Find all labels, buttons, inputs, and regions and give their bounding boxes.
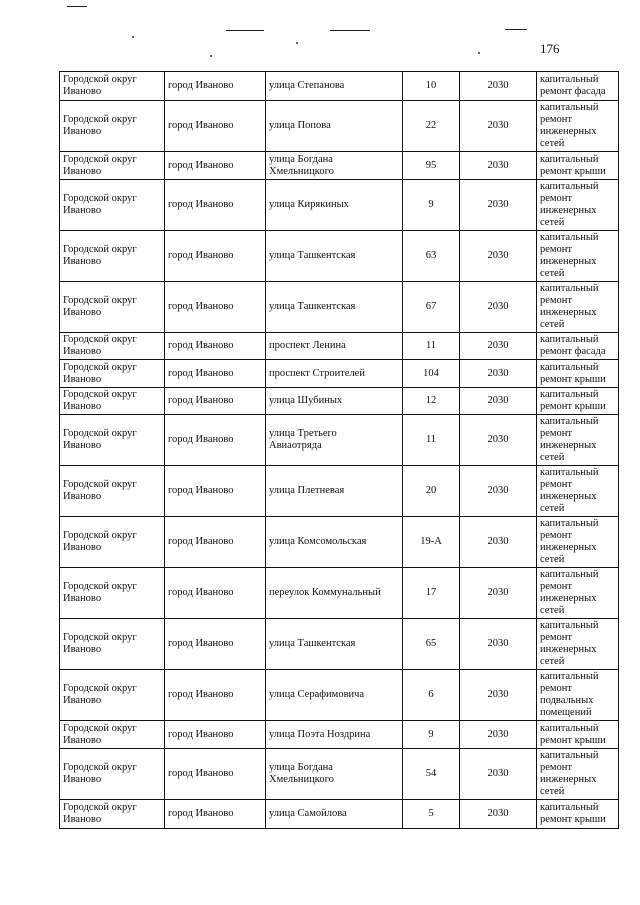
table-row	[60, 72, 619, 101]
house-number-cell	[403, 670, 460, 721]
municipality-cell-text: Городской округ Иваново	[63, 581, 137, 604]
work-type-cell	[537, 101, 619, 152]
work-type-cell-text: капитальный ремонт крыши	[540, 153, 606, 177]
city-cell	[165, 670, 266, 721]
house-number-cell-text: 104	[423, 367, 439, 379]
table-row	[60, 282, 619, 333]
year-cell	[460, 333, 537, 360]
city-cell-text: город Иваново	[168, 434, 234, 445]
work-type-cell-text: капитальный ремонт фасада	[540, 74, 606, 97]
year-cell	[460, 152, 537, 180]
street-cell-text: проспект Ленина	[269, 340, 346, 351]
house-number-cell-text: 5	[428, 808, 434, 819]
city-cell	[165, 180, 266, 231]
house-number-cell	[403, 72, 460, 101]
year-cell-text: 2030	[487, 340, 509, 351]
municipality-cell-text: Городской округ Иваново	[63, 802, 137, 825]
scan-mark	[67, 6, 87, 7]
year-cell-text: 2030	[487, 159, 509, 171]
city-cell-text: город Иваново	[168, 159, 234, 171]
municipality-cell-text: Городской округ Иваново	[63, 530, 137, 553]
city-cell	[165, 101, 266, 152]
city-cell-text: город Иваново	[168, 367, 234, 379]
city-cell-text: город Иваново	[168, 120, 234, 131]
municipality-cell	[60, 388, 165, 415]
page-number: 176	[540, 41, 560, 56]
municipality-cell	[60, 517, 165, 568]
house-number-cell-text: 19-А	[420, 536, 442, 547]
year-cell-text: 2030	[487, 434, 509, 445]
work-type-cell-text: капитальный ремонт инженерных сетей	[540, 750, 599, 797]
municipality-cell-text: Городской округ Иваново	[63, 244, 137, 267]
street-cell-text: улица Степанова	[269, 80, 345, 91]
street-cell-text: улица Богдана Хмельницкого	[269, 153, 334, 177]
street-cell-text: улица Ташкентская	[269, 301, 356, 312]
year-cell	[460, 101, 537, 152]
municipality-cell	[60, 152, 165, 180]
house-number-cell	[403, 466, 460, 517]
municipality-cell	[60, 333, 165, 360]
scan-dot	[210, 55, 212, 57]
work-type-cell	[537, 72, 619, 101]
street-cell	[266, 466, 403, 517]
year-cell	[460, 360, 537, 388]
house-number-cell	[403, 282, 460, 333]
city-cell	[165, 152, 266, 180]
year-cell-text: 2030	[487, 638, 509, 649]
street-cell	[266, 670, 403, 721]
table-row	[60, 466, 619, 517]
house-number-cell	[403, 360, 460, 388]
city-cell-text: город Иваново	[168, 485, 234, 496]
city-cell	[165, 749, 266, 800]
street-cell-text: переулок Коммунальный	[269, 587, 381, 598]
work-type-cell-text: капитальный ремонт инженерных сетей	[540, 283, 599, 330]
work-type-cell-text: капитальный ремонт крыши	[540, 722, 606, 746]
street-cell-text: улица Шубиных	[269, 395, 343, 406]
municipality-cell	[60, 231, 165, 282]
registry-body	[60, 72, 619, 829]
house-number-cell-text: 65	[425, 638, 437, 649]
municipality-cell-text: Городской округ Иваново	[63, 479, 137, 502]
municipality-cell-text: Городской округ Иваново	[63, 295, 137, 318]
municipality-cell-text: Городской округ Иваново	[63, 762, 137, 785]
scan-mark	[226, 30, 264, 31]
municipality-cell	[60, 749, 165, 800]
work-type-cell-text: капитальный ремонт инженерных сетей	[540, 467, 599, 514]
street-cell	[266, 568, 403, 619]
year-cell	[460, 466, 537, 517]
municipality-cell-text: Городской округ Иваново	[63, 632, 137, 655]
house-number-cell	[403, 415, 460, 466]
city-cell	[165, 388, 266, 415]
street-cell	[266, 415, 403, 466]
house-number-cell	[403, 101, 460, 152]
year-cell	[460, 180, 537, 231]
year-cell-text: 2030	[487, 199, 509, 210]
year-cell	[460, 749, 537, 800]
table-row	[60, 152, 619, 180]
street-cell	[266, 101, 403, 152]
work-type-cell-text: капитальный ремонт крыши	[540, 389, 606, 412]
year-cell-text: 2030	[487, 80, 509, 91]
city-cell-text: город Иваново	[168, 80, 234, 91]
city-cell-text: город Иваново	[168, 689, 234, 700]
street-cell	[266, 333, 403, 360]
work-type-cell	[537, 721, 619, 749]
scan-mark	[505, 29, 527, 30]
table-row	[60, 800, 619, 829]
municipality-cell-text: Городской округ Иваново	[63, 361, 137, 385]
work-type-cell-text: капитальный ремонт крыши	[540, 802, 606, 825]
year-cell-text: 2030	[487, 587, 509, 598]
table-row	[60, 619, 619, 670]
city-cell-text: город Иваново	[168, 587, 234, 598]
work-type-cell-text: капитальный ремонт инженерных сетей	[540, 518, 599, 565]
municipality-cell	[60, 670, 165, 721]
city-cell	[165, 568, 266, 619]
table-row	[60, 101, 619, 152]
city-cell-text: город Иваново	[168, 728, 234, 740]
house-number-cell-text: 12	[425, 395, 437, 406]
street-cell	[266, 619, 403, 670]
work-type-cell-text: капитальный ремонт фасада	[540, 334, 606, 357]
municipality-cell-text: Городской округ Иваново	[63, 389, 137, 412]
registry-table	[59, 71, 619, 829]
street-cell-text: улица Комсомольская	[269, 536, 367, 547]
work-type-cell	[537, 282, 619, 333]
work-type-cell	[537, 415, 619, 466]
house-number-cell	[403, 388, 460, 415]
year-cell-text: 2030	[487, 120, 509, 131]
street-cell-text: улица Ташкентская	[269, 250, 356, 261]
work-type-cell	[537, 333, 619, 360]
city-cell-text: город Иваново	[168, 340, 234, 351]
work-type-cell	[537, 749, 619, 800]
street-cell	[266, 231, 403, 282]
municipality-cell-text: Городской округ Иваново	[63, 153, 137, 177]
house-number-cell	[403, 333, 460, 360]
municipality-cell	[60, 619, 165, 670]
house-number-cell-text: 54	[425, 768, 437, 779]
year-cell	[460, 72, 537, 101]
work-type-cell	[537, 466, 619, 517]
house-number-cell-text: 11	[425, 340, 437, 351]
city-cell	[165, 415, 266, 466]
street-cell	[266, 388, 403, 415]
city-cell	[165, 619, 266, 670]
work-type-cell-text: капитальный ремонт инженерных сетей	[540, 232, 599, 279]
work-type-cell	[537, 670, 619, 721]
street-cell	[266, 152, 403, 180]
house-number-cell-text: 17	[425, 587, 437, 598]
year-cell-text: 2030	[487, 728, 509, 740]
work-type-cell	[537, 152, 619, 180]
year-cell	[460, 568, 537, 619]
street-cell	[266, 721, 403, 749]
table-row	[60, 749, 619, 800]
year-cell	[460, 721, 537, 749]
table-row	[60, 333, 619, 360]
city-cell	[165, 721, 266, 749]
year-cell-text: 2030	[487, 395, 509, 406]
city-cell-text: город Иваново	[168, 536, 234, 547]
table-row	[60, 415, 619, 466]
scan-dot	[132, 36, 134, 38]
house-number-cell	[403, 619, 460, 670]
street-cell-text: улица Кирякиных	[269, 199, 349, 210]
work-type-cell-text: капитальный ремонт инженерных сетей	[540, 416, 599, 463]
street-cell-text: улица Попова	[269, 120, 331, 131]
municipality-cell-text: Городской округ Иваново	[63, 74, 137, 97]
street-cell	[266, 282, 403, 333]
year-cell	[460, 517, 537, 568]
year-cell-text: 2030	[487, 808, 509, 819]
city-cell	[165, 360, 266, 388]
street-cell	[266, 72, 403, 101]
street-cell-text: улица Ташкентская	[269, 638, 356, 649]
municipality-cell	[60, 101, 165, 152]
municipality-cell	[60, 568, 165, 619]
scan-dot	[296, 42, 298, 44]
year-cell-text: 2030	[487, 536, 509, 547]
house-number-cell-text: 63	[425, 250, 437, 261]
city-cell-text: город Иваново	[168, 199, 234, 210]
house-number-cell	[403, 721, 460, 749]
municipality-cell-text: Городской округ Иваново	[63, 334, 137, 357]
table-row	[60, 721, 619, 749]
year-cell	[460, 415, 537, 466]
city-cell-text: город Иваново	[168, 250, 234, 261]
municipality-cell	[60, 415, 165, 466]
municipality-cell	[60, 72, 165, 101]
street-cell-text: проспект Строителей	[269, 367, 365, 379]
house-number-cell-text: 9	[428, 728, 434, 740]
work-type-cell	[537, 619, 619, 670]
year-cell	[460, 670, 537, 721]
table-row	[60, 568, 619, 619]
table-row	[60, 517, 619, 568]
city-cell	[165, 231, 266, 282]
city-cell-text: город Иваново	[168, 301, 234, 312]
year-cell	[460, 388, 537, 415]
work-type-cell-text: капитальный ремонт крыши	[540, 361, 606, 385]
house-number-cell-text: 20	[425, 485, 437, 496]
work-type-cell	[537, 180, 619, 231]
year-cell-text: 2030	[487, 367, 509, 379]
municipality-cell-text: Городской округ Иваново	[63, 722, 137, 746]
house-number-cell-text: 22	[425, 120, 437, 131]
house-number-cell	[403, 152, 460, 180]
house-number-cell-text: 6	[428, 689, 434, 700]
street-cell	[266, 360, 403, 388]
city-cell	[165, 800, 266, 829]
municipality-cell-text: Городской округ Иваново	[63, 428, 137, 451]
work-type-cell-text: капитальный ремонт подвальных помещений	[540, 671, 599, 718]
year-cell-text: 2030	[487, 768, 509, 779]
street-cell	[266, 180, 403, 231]
municipality-cell-text: Городской округ Иваново	[63, 193, 137, 216]
house-number-cell	[403, 568, 460, 619]
house-number-cell-text: 67	[425, 301, 437, 312]
street-cell-text: улица Поэта Ноздрина	[269, 728, 371, 740]
scan-dot	[478, 52, 480, 54]
house-number-cell-text: 95	[425, 159, 437, 171]
table-row	[60, 388, 619, 415]
municipality-cell	[60, 721, 165, 749]
street-cell-text: улица Серафимовича	[269, 689, 365, 700]
scan-mark	[330, 30, 370, 31]
year-cell-text: 2030	[487, 250, 509, 261]
city-cell	[165, 72, 266, 101]
house-number-cell	[403, 749, 460, 800]
city-cell-text: город Иваново	[168, 638, 234, 649]
house-number-cell-text: 10	[425, 80, 437, 91]
city-cell	[165, 466, 266, 517]
street-cell	[266, 749, 403, 800]
municipality-cell-text: Городской округ Иваново	[63, 114, 137, 137]
work-type-cell-text: капитальный ремонт инженерных сетей	[540, 620, 599, 667]
year-cell-text: 2030	[487, 485, 509, 496]
year-cell	[460, 619, 537, 670]
house-number-cell	[403, 231, 460, 282]
street-cell	[266, 517, 403, 568]
city-cell-text: город Иваново	[168, 808, 234, 819]
street-cell-text: улица Богдана Хмельницкого	[269, 762, 334, 785]
street-cell-text: улица Третьего Авиаотряда	[269, 428, 337, 451]
year-cell-text: 2030	[487, 689, 509, 700]
municipality-cell	[60, 800, 165, 829]
street-cell-text: улица Плетневая	[269, 485, 345, 496]
work-type-cell	[537, 388, 619, 415]
house-number-cell-text: 9	[428, 199, 434, 210]
table-row	[60, 360, 619, 388]
house-number-cell	[403, 517, 460, 568]
street-cell-text: улица Самойлова	[269, 808, 347, 819]
municipality-cell	[60, 180, 165, 231]
house-number-cell-text: 11	[425, 434, 437, 445]
municipality-cell	[60, 282, 165, 333]
street-cell	[266, 800, 403, 829]
city-cell	[165, 333, 266, 360]
table-row	[60, 670, 619, 721]
municipality-cell	[60, 466, 165, 517]
municipality-cell	[60, 360, 165, 388]
work-type-cell	[537, 360, 619, 388]
year-cell	[460, 282, 537, 333]
table-row	[60, 180, 619, 231]
municipality-cell-text: Городской округ Иваново	[63, 683, 137, 706]
city-cell-text: город Иваново	[168, 395, 234, 406]
work-type-cell	[537, 517, 619, 568]
work-type-cell-text: капитальный ремонт инженерных сетей	[540, 181, 599, 228]
year-cell	[460, 800, 537, 829]
city-cell	[165, 282, 266, 333]
work-type-cell-text: капитальный ремонт инженерных сетей	[540, 102, 599, 149]
work-type-cell-text: капитальный ремонт инженерных сетей	[540, 569, 599, 616]
work-type-cell	[537, 231, 619, 282]
work-type-cell	[537, 800, 619, 829]
work-type-cell	[537, 568, 619, 619]
year-cell-text: 2030	[487, 301, 509, 312]
city-cell	[165, 517, 266, 568]
house-number-cell	[403, 800, 460, 829]
city-cell-text: город Иваново	[168, 768, 234, 779]
year-cell	[460, 231, 537, 282]
house-number-cell	[403, 180, 460, 231]
table-row	[60, 231, 619, 282]
